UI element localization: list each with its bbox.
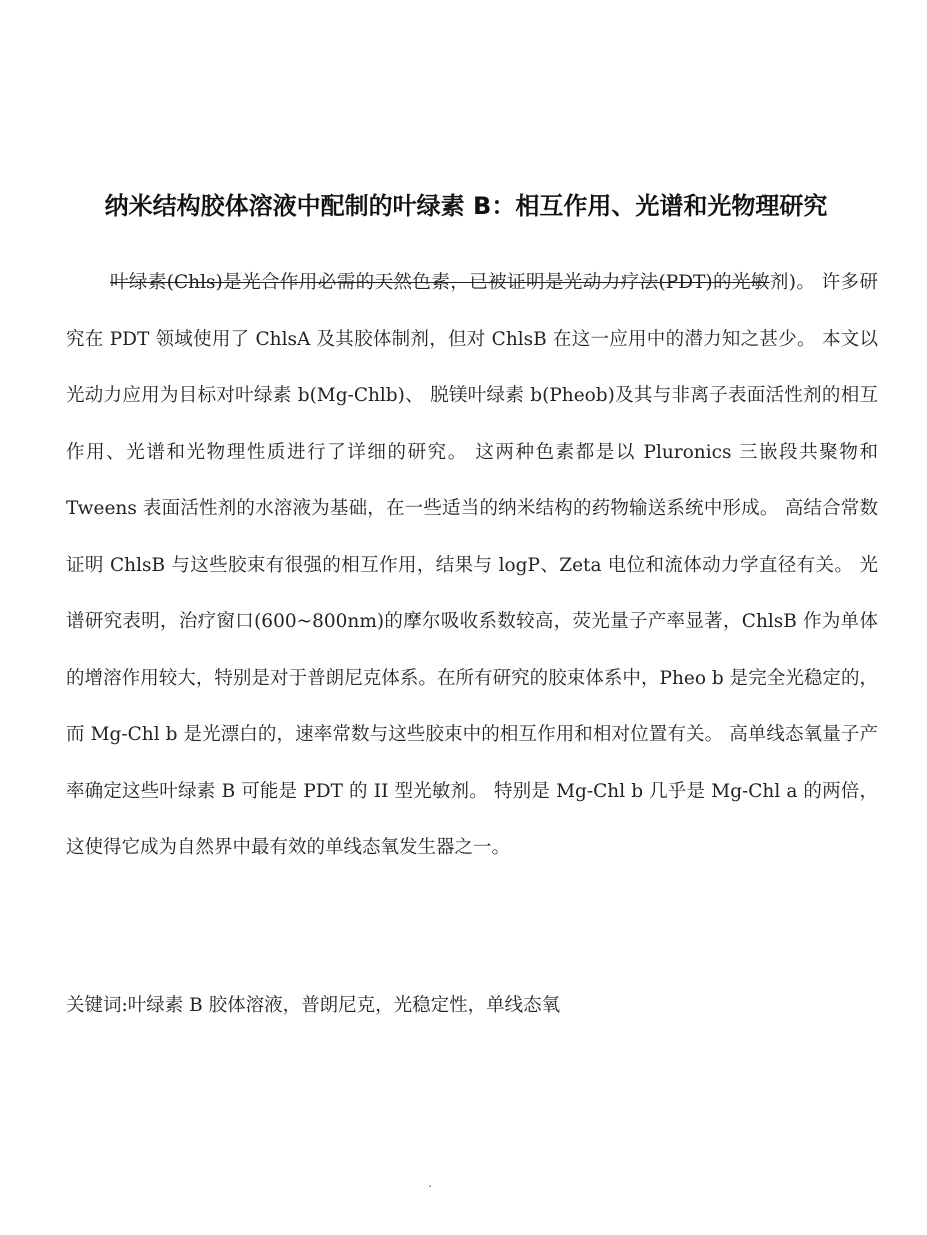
abstract-paragraph xyxy=(66,255,878,877)
keywords-line: 关键词:叶绿素 B 胶体溶液，普朗尼克，光稳定性，单线态氧 xyxy=(66,995,561,1016)
abstract-body: 剂)。 许多研究在 PDT 领域使用了 ChlsA 及其胶体制剂，但对 ChlsB 在这一应用中的潜力知之甚少。 本文以光动力应用为目标对叶绿素 b(Mg-Chlb)、 脱镁叶绿素 b(Pheob)及其与非离子表面活性剂的相互作用、光谱和光物理性质进行了详细的研究。 这两种色素都是以 Pluronics 三嵌段共聚物和 Tweens 表面活性剂的水溶液为基础，在一些适当的纳米结构的药物输送系统中形成。 高结合常数证明 ChlsB 与这些胶束有很强的相互作用，结果与 logP、Zeta 电位和流体动力学直径有关。 光谱研究表明，治疗窗口(600~800nm)的摩尔吸收系数较高，荧光量子产率显著，ChlsB 作为单体的增溶作用较大，特别是对于普朗尼克体系。在所有研究的胶束体系中，Pheo b 是完全光稳定的，而 Mg-Chl b 是光漂白的，速率常数与这些胶束中的相互作用和相对位置有关。 高单线态氧量子产率确定这些叶绿素 B 可能是 PDT 的 II 型光敏剂。 特别是 Mg-Chl b 几乎是 Mg-Chl a 的两倍，这使得它成为自然界中最有效的单线态氧发生器之一。 xyxy=(66,272,878,858)
page-marker: . xyxy=(428,1176,432,1190)
document-title: 纳米结构胶体溶液中配制的叶绿素 B：相互作用、光谱和光物理研究 xyxy=(104,192,828,220)
abstract-first-line-struck: 叶绿素(Chls)是光合作用必需的天然色素，已被证明是光动力疗法(PDT)的光敏 xyxy=(110,272,770,293)
